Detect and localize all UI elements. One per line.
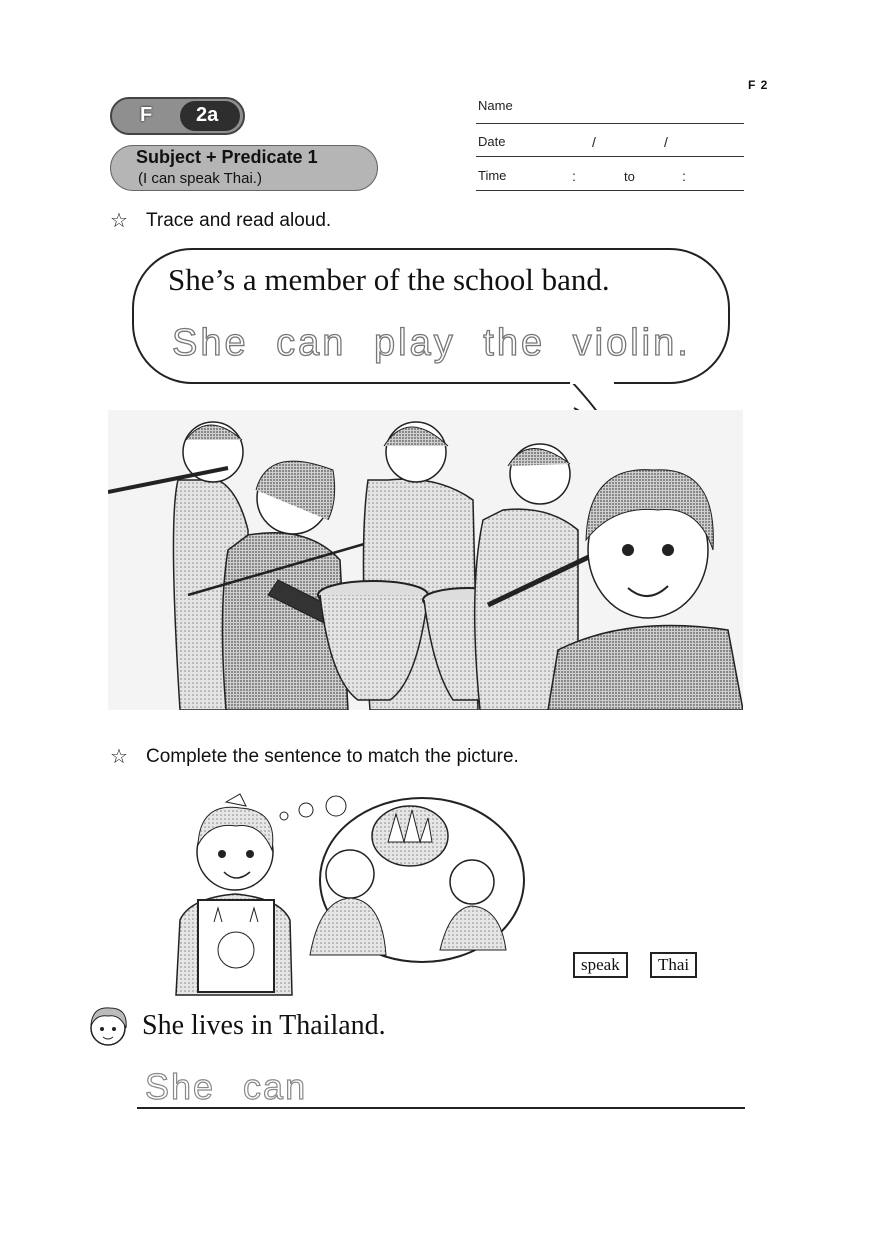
unit-subtitle: (I can speak Thai.)	[138, 170, 262, 187]
name-label: Name	[478, 98, 513, 113]
date-separator-1: /	[592, 134, 596, 150]
word-box-speak: speak	[573, 952, 628, 978]
date-field[interactable]	[476, 156, 744, 157]
time-colon-2: :	[682, 168, 686, 184]
date-separator-2: /	[664, 134, 668, 150]
unit-title: Subject + Predicate 1	[136, 147, 318, 167]
date-label: Date	[478, 134, 506, 149]
level-number: 2a	[196, 104, 219, 126]
time-label: Time	[478, 168, 507, 183]
girl-face-icon	[86, 1002, 130, 1050]
instruction-trace: Trace and read aloud.	[146, 210, 332, 231]
time-to-label: to	[624, 169, 635, 184]
time-field[interactable]	[476, 190, 744, 191]
bubble-sentence: She’s a member of the school band.	[168, 262, 610, 297]
word-box-thai: Thai	[650, 952, 697, 978]
name-field[interactable]	[476, 123, 744, 124]
time-colon-1: :	[572, 168, 576, 184]
star-icon-2: ☆	[110, 746, 128, 768]
thailand-illustration	[160, 790, 530, 1000]
context-sentence: She lives in Thailand.	[142, 1010, 386, 1041]
school-band-illustration	[108, 410, 743, 710]
page-code: F 2	[748, 78, 769, 92]
instruction-complete: Complete the sentence to match the picture.	[146, 746, 519, 767]
answer-line[interactable]	[137, 1107, 745, 1109]
trace-sentence[interactable]: She can play the violin.	[172, 322, 691, 364]
answer-trace[interactable]: She can	[145, 1066, 308, 1107]
level-letter: F	[140, 104, 153, 126]
star-icon: ☆	[110, 210, 128, 232]
